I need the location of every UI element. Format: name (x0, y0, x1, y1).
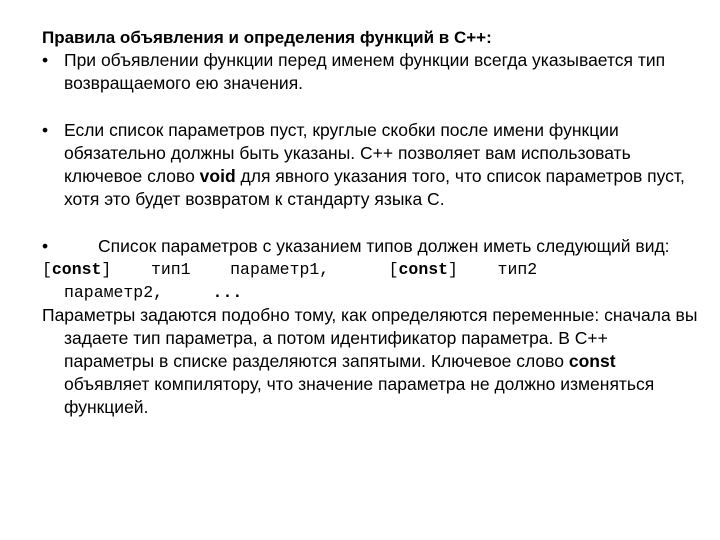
bullet-text-part: Если список параметров пуст, круглые скобки после имени функции обязательно должны быть указаны. С++ позволяет вам использовать ключевое слово (64, 120, 631, 186)
code-type: тип1 (150, 260, 191, 279)
paragraph-params-explained: Параметры задаются подобно тому, как определяются переменные: сначала вы задаете тип параметра, а потом идентификатор параметра. В С++ параметры в списке разделяются запятыми. Ключевое слово const объявляет компилятору, что значение параметра не должно изменяться функцией. (42, 305, 698, 417)
code-ellipsis: ... (212, 283, 243, 302)
slide-content (42, 26, 702, 419)
bullet-dot: • (42, 236, 49, 256)
bullet-text-part: для явного указания того, что список параметров пуст, хотя это будет возвратом к стандарту языка С. (64, 166, 685, 209)
bullet-text: При объявлении функции перед именем функции всегда указывается тип возвращаемого ею значения. (64, 50, 666, 93)
bullet-dot: • (42, 50, 49, 70)
code-type: тип2 (497, 260, 538, 279)
keyword-const: const (568, 351, 616, 371)
spacer (42, 211, 702, 235)
keyword-void: void (199, 166, 236, 186)
keyword-const: const (51, 260, 102, 279)
code-param: параметр2, (64, 283, 164, 302)
code-param: параметр1, (230, 260, 330, 279)
spacer (42, 95, 702, 119)
bullet-return-type (42, 49, 702, 95)
code-signature-line2 (42, 281, 702, 304)
bullet-param-list (42, 235, 702, 258)
keyword-const: const (398, 260, 449, 279)
code-signature-line1: [const] тип1 параметр1, [const] тип2 (42, 260, 538, 279)
bullet-dot: • (42, 120, 49, 140)
bullet-empty-params (42, 119, 702, 211)
slide-title: Правила объявления и определения функций в С++: (42, 28, 492, 47)
bullet-text: Список параметров с указанием типов должен иметь следующий вид: (98, 236, 670, 256)
